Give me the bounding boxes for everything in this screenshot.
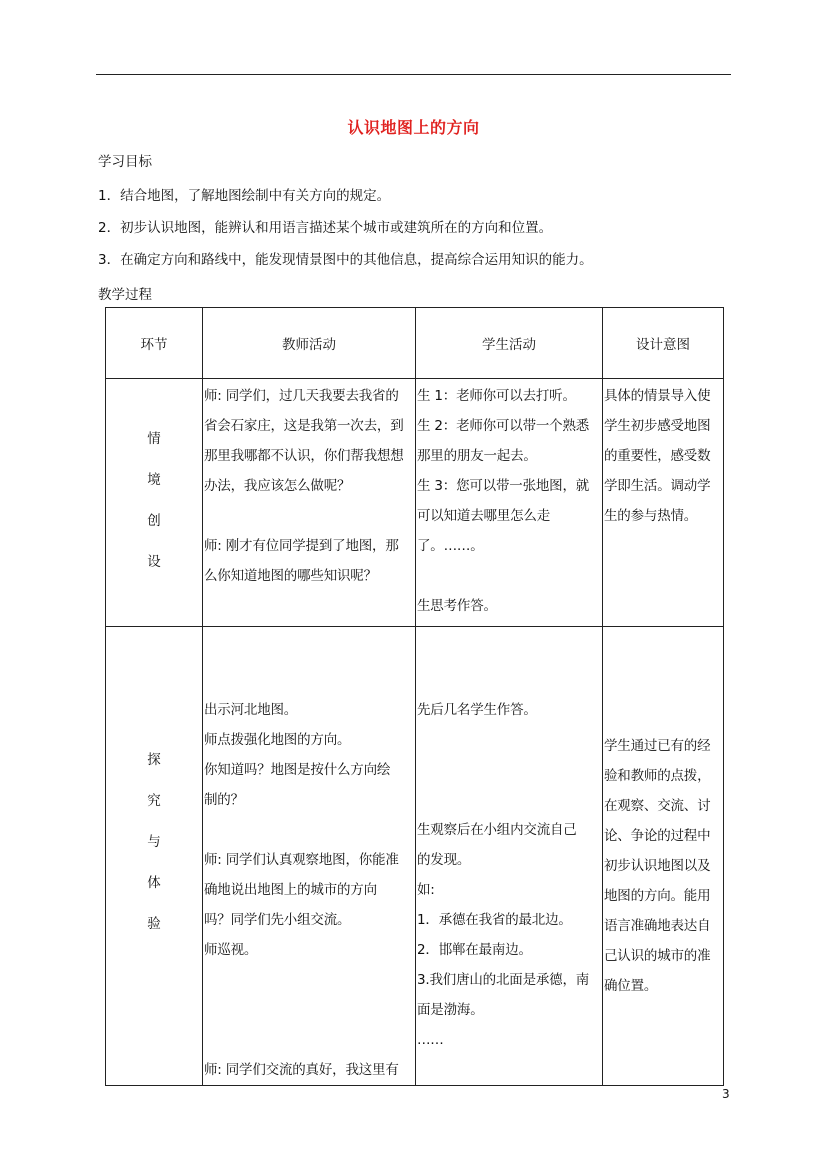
objective-item: 3．在确定方向和路线中，能发现情景图中的其他信息，提高综合运用知识的能力。 bbox=[98, 252, 593, 268]
stage-char: 设 bbox=[147, 554, 161, 570]
intent-line: 的重要性，感受数 bbox=[604, 448, 711, 464]
intent-line: 在观察、交流、讨 bbox=[604, 798, 711, 814]
teacher-line bbox=[204, 665, 414, 695]
stage-char: 验 bbox=[147, 916, 161, 932]
student-line: 先后几名学生作答。 bbox=[417, 702, 537, 718]
stage-cell bbox=[106, 379, 203, 627]
student-line: 2．邯郸在最南边。 bbox=[417, 942, 532, 958]
teacher-line: 吗？同学们先小组交流。 bbox=[204, 912, 351, 928]
intent-line: 学生初步感受地图 bbox=[604, 418, 711, 434]
student-line: 3.我们唐山的北面是承德，南 bbox=[417, 972, 590, 988]
intent-line: 生的参与热情。 bbox=[604, 508, 698, 524]
intent-line: 地图的方向。能用 bbox=[604, 888, 711, 904]
student-line: 生 3：您可以带一张地图，就 bbox=[417, 478, 590, 494]
intent-line: 验和教师的点拨， bbox=[604, 768, 711, 784]
student-line: 如: bbox=[417, 882, 435, 898]
student-line: 那里的朋友一起去。 bbox=[417, 448, 537, 464]
stage-label bbox=[106, 379, 202, 583]
teacher-line bbox=[204, 815, 414, 845]
objective-item: 1．结合地图，了解地图绘制中有关方向的规定。 bbox=[98, 188, 391, 204]
student-line: 的发现。 bbox=[417, 852, 471, 868]
student-line: 生观察后在小组内交流自己 bbox=[417, 822, 577, 838]
stage-char: 境 bbox=[147, 472, 161, 488]
student-line bbox=[417, 755, 601, 785]
student-cell bbox=[416, 379, 603, 627]
page-title: 认识地图上的方向 bbox=[347, 118, 480, 137]
student-line bbox=[417, 665, 601, 695]
process-heading: 教学过程 bbox=[98, 287, 152, 303]
header-cell-stage: 环节 bbox=[106, 308, 203, 379]
teacher-line: 出示河北地图。 bbox=[204, 702, 298, 718]
teacher-line: 师: 同学们认真观察地图，你能准 bbox=[204, 852, 399, 868]
teacher-line bbox=[204, 501, 414, 531]
teacher-line: 师: 刚才有位同学提到了地图，那 bbox=[204, 538, 399, 554]
student-line bbox=[417, 725, 601, 755]
intent-line: 具体的情景导入使 bbox=[604, 388, 711, 404]
intent-line: 初步认识地图以及 bbox=[604, 858, 711, 874]
intent-line: 学即生活。调动学 bbox=[604, 478, 711, 494]
header-rule bbox=[96, 74, 731, 75]
stage-char: 创 bbox=[147, 513, 161, 529]
stage-char: 体 bbox=[147, 875, 161, 891]
objective-item: 2．初步认识地图，能辨认和用语言描述某个城市或建筑所在的方向和位置。 bbox=[98, 220, 553, 236]
intent-line bbox=[604, 641, 722, 671]
teacher-line: 你知道吗？地图是按什么方向绘 bbox=[204, 762, 391, 778]
intent-line: 己认识的城市的准 bbox=[604, 948, 711, 964]
objectives-heading: 学习目标 bbox=[98, 154, 152, 170]
student-line: 了。……。 bbox=[417, 538, 484, 554]
page-number: 3 bbox=[722, 1087, 730, 1101]
intent-line: 论、争论的过程中 bbox=[604, 828, 711, 844]
student-line: …… bbox=[417, 1032, 444, 1048]
teacher-cell bbox=[203, 627, 416, 1086]
table-row bbox=[106, 627, 724, 1086]
intent-line bbox=[604, 671, 722, 701]
teacher-line bbox=[204, 1025, 414, 1055]
stage-char: 究 bbox=[147, 793, 161, 809]
intent-cell bbox=[603, 379, 724, 627]
teacher-line: 制的？ bbox=[204, 792, 244, 808]
stage-char: 情 bbox=[147, 431, 161, 447]
student-cell bbox=[416, 627, 603, 1086]
student-line: 1．承德在我省的最北边。 bbox=[417, 912, 572, 928]
student-line bbox=[417, 561, 601, 591]
teacher-line: 师点拨强化地图的方向。 bbox=[204, 732, 351, 748]
teacher-line: 办法，我应该怎么做呢？ bbox=[204, 478, 351, 494]
table-row bbox=[106, 379, 724, 627]
intent-cell bbox=[603, 627, 724, 1086]
teacher-line: 么你知道地图的哪些知识呢？ bbox=[204, 568, 377, 584]
intent-line: 确位置。 bbox=[604, 978, 658, 994]
intent-line: 学生通过已有的经 bbox=[604, 738, 711, 754]
student-line: 生思考作答。 bbox=[417, 598, 497, 614]
teacher-line: 那里我哪都不认识，你们帮我想想 bbox=[204, 448, 404, 464]
stage-char: 与 bbox=[147, 834, 161, 850]
header-cell-student: 学生活动 bbox=[416, 308, 603, 379]
teacher-line: 师: 同学们交流的真好，我这里有 bbox=[204, 1062, 399, 1078]
teacher-line: 省会石家庄，这是我第一次去，到 bbox=[204, 418, 404, 434]
teacher-line: 师巡视。 bbox=[204, 942, 258, 958]
teacher-line: 师: 同学们，过几天我要去我省的 bbox=[204, 388, 399, 404]
student-line: 生 2：老师你可以带一个熟悉 bbox=[417, 418, 590, 434]
stage-char: 探 bbox=[147, 752, 161, 768]
teacher-line: 确地说出地图上的城市的方向 bbox=[204, 882, 377, 898]
header-cell-intent: 设计意图 bbox=[603, 308, 724, 379]
table-header-row bbox=[106, 308, 724, 379]
student-line: 生 1：老师你可以去打听。 bbox=[417, 388, 576, 404]
teacher-line bbox=[204, 965, 414, 995]
stage-label bbox=[106, 627, 202, 945]
student-line: 面是渤海。 bbox=[417, 1002, 484, 1018]
intent-line: 语言准确地表达自 bbox=[604, 918, 711, 934]
student-line: 可以知道去哪里怎么走 bbox=[417, 508, 550, 524]
student-line bbox=[417, 785, 601, 815]
teacher-cell bbox=[203, 379, 416, 627]
teacher-line bbox=[204, 995, 414, 1025]
stage-cell bbox=[106, 627, 203, 1086]
header-cell-teacher: 教师活动 bbox=[203, 308, 416, 379]
lesson-table bbox=[105, 307, 724, 1086]
intent-line bbox=[604, 701, 722, 731]
